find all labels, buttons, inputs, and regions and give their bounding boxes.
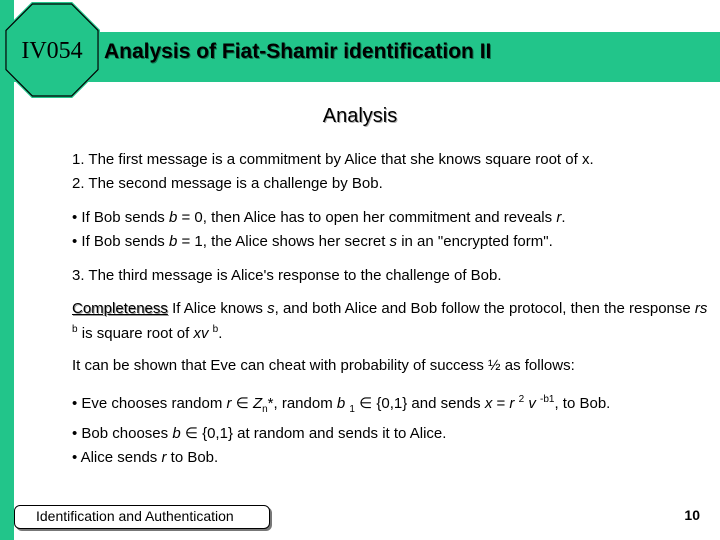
eve-step-2: • Bob chooses b ∈ {0,1} at random and sends it to Alice.	[72, 425, 447, 442]
page-number: 10	[684, 507, 700, 523]
slide-code: IV054	[21, 38, 83, 64]
eve-step-1: • Eve chooses random r ∈ $Z_n*$, random b $_1$ ∈ {0,1} and sends x = r $^2$ v $^{-b1}$, to Bob.	[72, 394, 611, 415]
bullet-bob-0: • If Bob sends b = 0, then Alice has to open her commitment and reveals r.	[72, 209, 566, 226]
slide-body	[72, 148, 708, 470]
bullet-bob-1: • If Bob sends b = 1, the Alice shows her secret s in an "encrypted form".	[72, 233, 553, 250]
slide-title: Analysis of Fiat-Shamir identification II	[104, 40, 492, 63]
message-line-2: 2. The second message is a challenge by Bob.	[72, 175, 383, 192]
message-line-3: 3. The third message is Alice's response to the challenge of Bob.	[72, 267, 502, 284]
completeness-label: Completeness	[72, 300, 168, 317]
completeness-paragraph: Completeness If Alice knows s, and both Alice and Bob follow the protocol, then the response rs $^b$ is square root of xv $^b$.	[72, 300, 708, 342]
section-heading: Analysis	[322, 105, 398, 127]
message-line-1: 1. The first message is a commitment by Alice that she knows square root of x.	[72, 151, 594, 168]
eve-step-3: • Alice sends r to Bob.	[72, 449, 219, 466]
eve-intro-line: It can be shown that Eve can cheat with probability of success ½ as follows:	[72, 357, 575, 374]
footer-text: Identification and Authentication	[36, 508, 234, 524]
